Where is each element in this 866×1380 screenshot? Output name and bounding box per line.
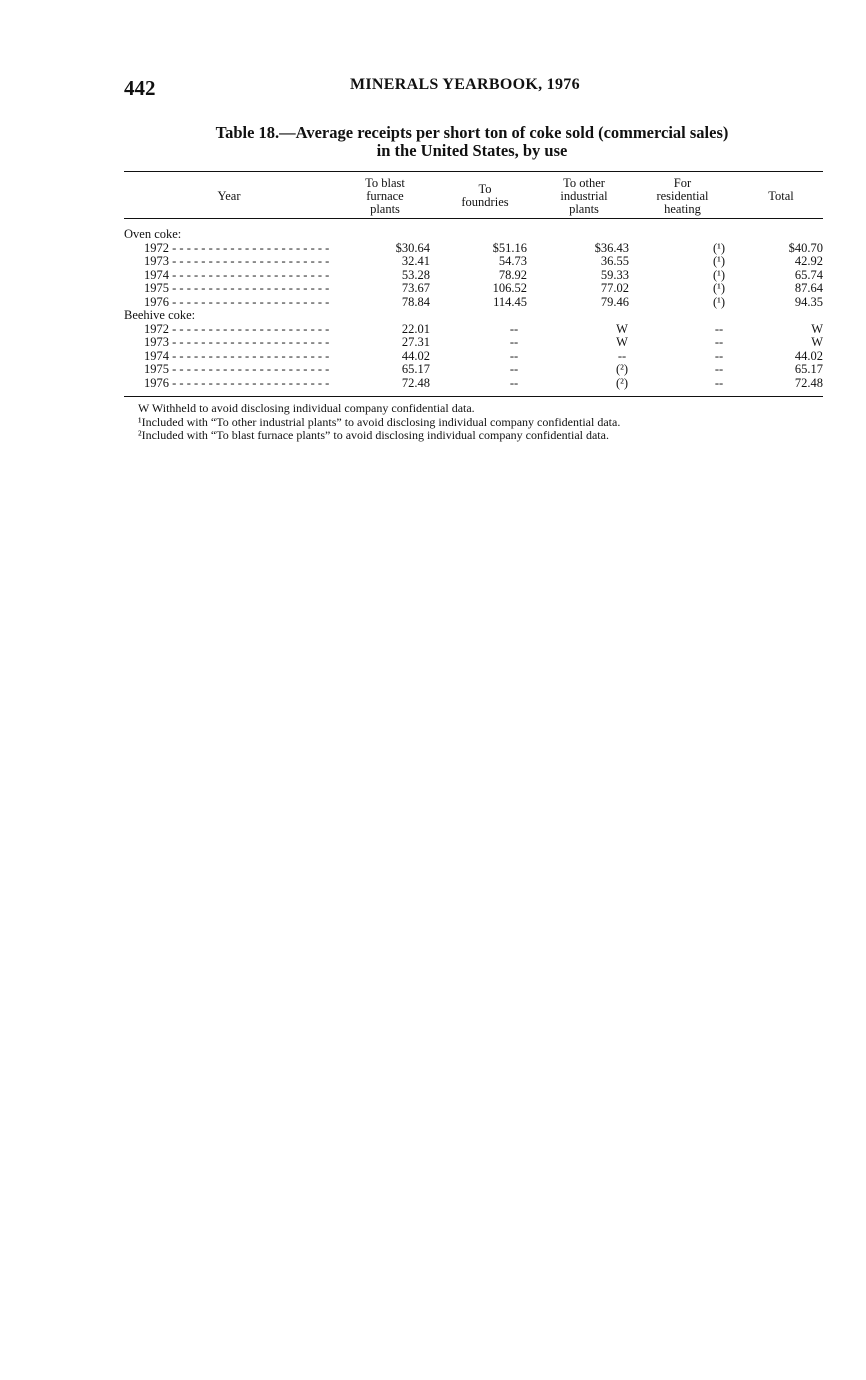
cell-residential: -- bbox=[714, 362, 724, 376]
cell-year: 1972 - - - bbox=[144, 323, 330, 337]
cell-blast-furnace: 53.28 bbox=[401, 267, 430, 282]
cell-year: 1975 - - - bbox=[144, 363, 330, 377]
table-row bbox=[124, 296, 823, 310]
section-label-beehive-coke: Beehive coke: bbox=[124, 308, 196, 322]
table-row bbox=[124, 269, 823, 283]
cell-year: 1973 - - - bbox=[144, 255, 330, 269]
cell-foundries: -- bbox=[509, 348, 519, 363]
cell-foundries: 106.52 bbox=[492, 281, 527, 295]
cell-blast-furnace: 22.01 bbox=[401, 321, 430, 336]
cell-blast-furnace: 32.41 bbox=[401, 254, 430, 268]
cell-foundries: 114.45 bbox=[493, 294, 527, 309]
table-row bbox=[124, 377, 823, 391]
table-title-line-2: in the United States, by use bbox=[376, 141, 568, 160]
cell-blast-furnace: $30.64 bbox=[395, 240, 430, 255]
table-row bbox=[124, 363, 823, 377]
cell-foundries: -- bbox=[509, 375, 519, 390]
cell-year: 1973 - - - bbox=[144, 336, 330, 350]
cell-year: 1976 - - - bbox=[144, 296, 330, 310]
cell-residential: (¹) bbox=[712, 281, 726, 295]
cell-total: W bbox=[811, 335, 823, 349]
table-footnotes bbox=[138, 402, 620, 443]
cell-other-industrial: -- bbox=[617, 348, 627, 363]
table-top-rule bbox=[124, 171, 823, 172]
cell-other-industrial: 77.02 bbox=[600, 281, 629, 295]
column-header-other-industrial: To other industrial plants bbox=[560, 175, 608, 216]
cell-residential: (¹) bbox=[712, 294, 726, 309]
cell-blast-furnace: 44.02 bbox=[401, 348, 430, 363]
footnote-2: ²Included with “To blast furnace plants” to avoid disclosing individual company confidential data. bbox=[138, 428, 609, 442]
table-title bbox=[120, 124, 824, 160]
column-header-total: Total bbox=[768, 188, 794, 203]
cell-other-industrial: W bbox=[616, 321, 628, 336]
page-number: 442 bbox=[124, 76, 156, 100]
table-bottom-rule bbox=[124, 396, 823, 397]
table-body bbox=[124, 228, 823, 390]
cell-residential: (¹) bbox=[712, 267, 726, 282]
cell-foundries: 54.73 bbox=[498, 254, 527, 268]
cell-foundries: -- bbox=[509, 335, 519, 349]
cell-blast-furnace: 73.67 bbox=[401, 281, 430, 295]
footnote-w: W Withheld to avoid disclosing individual company confidential data. bbox=[138, 401, 475, 415]
cell-year: 1974 - - - bbox=[144, 269, 330, 283]
table-row bbox=[124, 336, 823, 350]
cell-total: 44.02 bbox=[794, 348, 823, 363]
cell-total: 87.64 bbox=[794, 281, 823, 295]
cell-residential: -- bbox=[714, 321, 724, 336]
cell-residential: -- bbox=[714, 335, 724, 349]
cell-other-industrial: (²) bbox=[615, 375, 629, 390]
cell-total: W bbox=[811, 321, 823, 336]
cell-foundries: -- bbox=[509, 362, 519, 376]
column-header-blast-furnace: To blast furnace plants bbox=[365, 175, 405, 216]
cell-foundries: 78.92 bbox=[498, 267, 527, 282]
table-row bbox=[124, 282, 823, 296]
cell-blast-furnace: 72.48 bbox=[401, 375, 430, 390]
cell-year: 1972 - - - bbox=[144, 242, 330, 256]
cell-year: 1975 - - - bbox=[144, 282, 330, 296]
running-head: MINERALS YEARBOOK, 1976 bbox=[350, 76, 580, 93]
cell-residential: (¹) bbox=[712, 254, 726, 268]
column-header-foundries: To foundries bbox=[461, 182, 509, 209]
column-header-year: Year bbox=[217, 188, 241, 203]
cell-other-industrial: W bbox=[616, 335, 628, 349]
table-title-line-1: Table 18.—Average receipts per short ton of coke sold (commercial sales) bbox=[215, 123, 729, 142]
cell-other-industrial: 36.55 bbox=[600, 254, 629, 268]
cell-other-industrial: $36.43 bbox=[594, 240, 629, 255]
cell-other-industrial: (²) bbox=[615, 362, 629, 376]
cell-foundries: -- bbox=[509, 321, 519, 336]
cell-other-industrial: 59.33 bbox=[600, 267, 629, 282]
section-label-oven-coke: Oven coke: bbox=[124, 227, 182, 241]
cell-year: 1974 - - - bbox=[144, 350, 330, 364]
cell-total: 65.74 bbox=[794, 267, 823, 282]
cell-residential: (¹) bbox=[712, 240, 726, 255]
cell-residential: -- bbox=[714, 348, 724, 363]
cell-foundries: $51.16 bbox=[492, 240, 527, 255]
table-row bbox=[124, 350, 823, 364]
table-row bbox=[124, 242, 823, 256]
table-header-rule bbox=[124, 218, 823, 219]
cell-blast-furnace: 65.17 bbox=[401, 362, 430, 376]
cell-total: $40.70 bbox=[788, 240, 823, 255]
cell-other-industrial: 79.46 bbox=[600, 294, 629, 309]
cell-blast-furnace: 78.84 bbox=[401, 294, 430, 309]
table-row bbox=[124, 323, 823, 337]
cell-year: 1976 - - - bbox=[144, 377, 330, 391]
cell-residential: -- bbox=[714, 375, 724, 390]
footnote-1: ¹Included with “To other industrial plants” to avoid disclosing individual company confidential data. bbox=[138, 414, 621, 429]
column-header-residential: For residential heating bbox=[656, 175, 709, 216]
cell-total: 65.17 bbox=[794, 362, 823, 376]
table-row bbox=[124, 255, 823, 269]
cell-blast-furnace: 27.31 bbox=[401, 335, 430, 349]
cell-total: 94.35 bbox=[794, 294, 823, 309]
cell-total: 72.48 bbox=[794, 375, 823, 390]
cell-total: 42.92 bbox=[794, 254, 823, 268]
